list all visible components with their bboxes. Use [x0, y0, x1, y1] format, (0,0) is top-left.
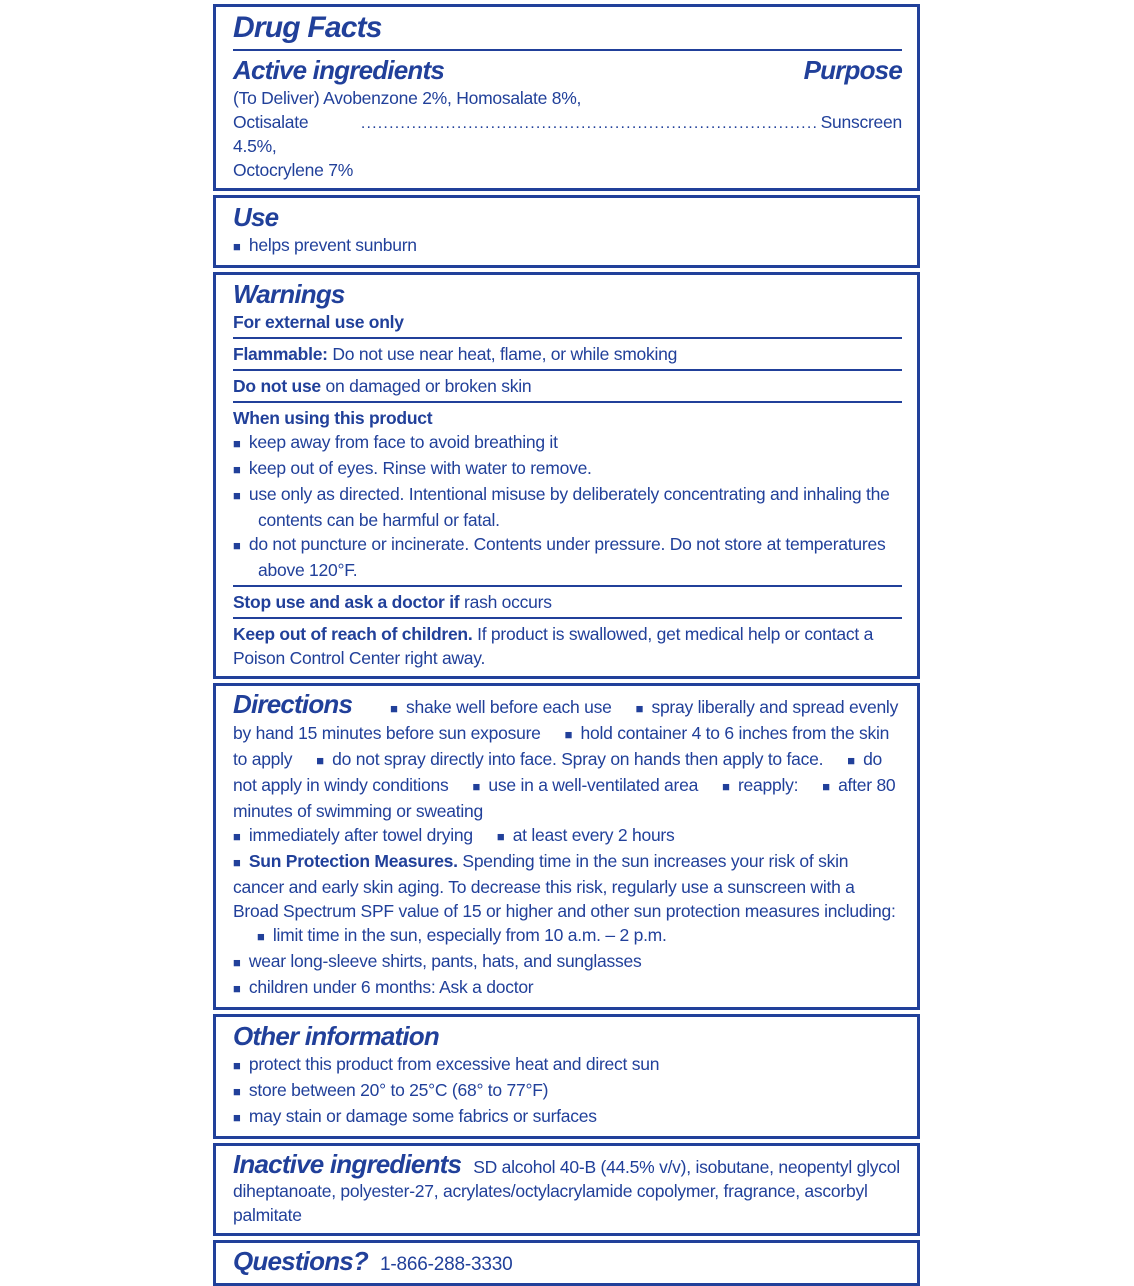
section-inactive-ingredients	[213, 1143, 920, 1236]
stop-use-text: Stop use and ask a doctor if rash occurs	[233, 592, 552, 612]
purpose-heading: Purpose	[803, 55, 902, 85]
bullet-square-icon: ■	[847, 753, 856, 768]
active-ingredients-line2-row	[233, 110, 902, 182]
inactive-ingredients-heading: Inactive ingredients	[233, 1149, 462, 1179]
when-using-bullet: ■ use only as directed. Intentional misuse by deliberately concentrating and inhaling the contents can be harmful or fatal.	[233, 484, 890, 530]
bullet-square-icon: ■	[233, 1084, 241, 1099]
use-bullet: ■ helps prevent sunburn	[233, 235, 417, 255]
bullet-square-icon: ■	[233, 829, 241, 844]
questions-row	[233, 1246, 902, 1277]
purpose-value: Sunscreen	[820, 112, 902, 132]
section-drug-facts-header	[213, 4, 920, 191]
divider	[233, 401, 902, 403]
bullet-square-icon: ■	[233, 1058, 241, 1073]
active-ingredients-line1: (To Deliver) Avobenzone 2%, Homosalate 8%,	[233, 88, 582, 108]
active-ingredients-line2: Octisalate 4.5%, Octocrylene 7%	[233, 112, 354, 180]
active-ingredients-heading: Active ingredients	[233, 55, 444, 85]
when-using-bullet: ■ keep away from face to avoid breathing it	[233, 432, 558, 452]
questions-heading: Questions?	[233, 1246, 369, 1276]
bullet-square-icon: ■	[233, 981, 241, 996]
directions-heading: Directions	[233, 689, 353, 719]
bullet-square-icon: ■	[635, 701, 644, 716]
bullet-square-icon: ■	[233, 1110, 241, 1125]
flammable-text: Flammable: Do not use near heat, flame, or while smoking	[233, 344, 678, 364]
bullet-square-icon: ■	[233, 538, 241, 553]
bullet-square-icon: ■	[233, 855, 241, 870]
questions-phone: 1-866-288-3330	[380, 1254, 513, 1275]
inactive-ingredients-paragraph	[233, 1149, 902, 1227]
other-info-bullet: ■ protect this product from excessive heat and direct sun	[233, 1054, 660, 1074]
bullet-square-icon: ■	[722, 779, 730, 794]
section-questions	[213, 1240, 920, 1286]
bullet-square-icon: ■	[390, 701, 399, 716]
bullet-square-icon: ■	[233, 462, 241, 477]
inactive-ingredients-text: SD alcohol 40-B (44.5% v/v), isobutane, neopentyl glycol diheptanoate, polyester-27, acrylates/octylacrylamide copolymer, fragrance, ascorbyl palmitate	[233, 1157, 900, 1225]
bullet-square-icon: ■	[233, 239, 241, 254]
bullet-square-icon: ■	[564, 727, 573, 742]
dotted-leader	[361, 110, 816, 136]
divider	[233, 49, 902, 51]
drug-facts-title: Drug Facts	[233, 11, 382, 44]
active-ingredients-heading-row	[233, 54, 902, 86]
divider	[233, 617, 902, 619]
section-warnings	[213, 272, 920, 679]
directions-flow: ■ shake well before each use ■ spray liberally and spread evenly by hand 15 minutes before sun exposure ■ hold container 4 to 6 inches from the skin to apply ■ do not spray directly into face. Spray on hands then apply to face. ■ do not apply in windy conditions ■ use in a well-ventilated area ■ reapply: ■ after 80 minutes of swimming or sweating ■ immediately after towel drying ■ at least every 2 hours ■ Sun Protection Measures. Spending time in the sun increases your risk of skin cancer and early skin aging. To decrease this risk, regularly use a sunscreen with a Broad Spectrum SPF value of 15 or higher and other sun protection measures including:■ limit time in the sun, especially from 10 a.m. – 2 p.m. ■ wear long-sleeve shirts, pants, hats, and sunglasses ■ children under 6 months: Ask a doctor	[233, 697, 899, 997]
bullet-square-icon: ■	[496, 829, 505, 844]
when-using-bullet: ■ keep out of eyes. Rinse with water to remove.	[233, 458, 592, 478]
bullet-square-icon: ■	[233, 488, 241, 503]
external-use-label: For external use only	[233, 312, 404, 332]
bullet-square-icon: ■	[233, 955, 241, 970]
when-using-bullet: ■ do not puncture or incinerate. Contents under pressure. Do not store at temperatures above 120°F.	[233, 534, 886, 580]
bullet-square-icon: ■	[472, 779, 481, 794]
drug-facts-label	[213, 4, 920, 1286]
bullet-square-icon: ■	[822, 779, 831, 794]
bullet-square-icon: ■	[316, 753, 325, 768]
section-directions	[213, 683, 920, 1010]
other-info-bullet: ■ store between 20° to 25°C (68° to 77°F)	[233, 1080, 549, 1100]
directions-paragraph	[233, 689, 902, 1001]
when-using-label: When using this product	[233, 408, 433, 428]
bullet-square-icon: ■	[233, 436, 241, 451]
warnings-heading: Warnings	[233, 279, 345, 309]
divider	[233, 337, 902, 339]
bullet-square-icon: ■	[257, 929, 265, 944]
section-use	[213, 195, 920, 268]
divider	[233, 369, 902, 371]
section-other-information	[213, 1014, 920, 1139]
other-info-bullet: ■ may stain or damage some fabrics or surfaces	[233, 1106, 597, 1126]
keep-out-text: Keep out of reach of children. If product is swallowed, get medical help or contact a Poison Control Center right away.	[233, 624, 874, 668]
use-heading: Use	[233, 202, 279, 232]
do-not-use-text: Do not use on damaged or broken skin	[233, 376, 532, 396]
other-information-heading: Other information	[233, 1021, 439, 1051]
divider	[233, 585, 902, 587]
